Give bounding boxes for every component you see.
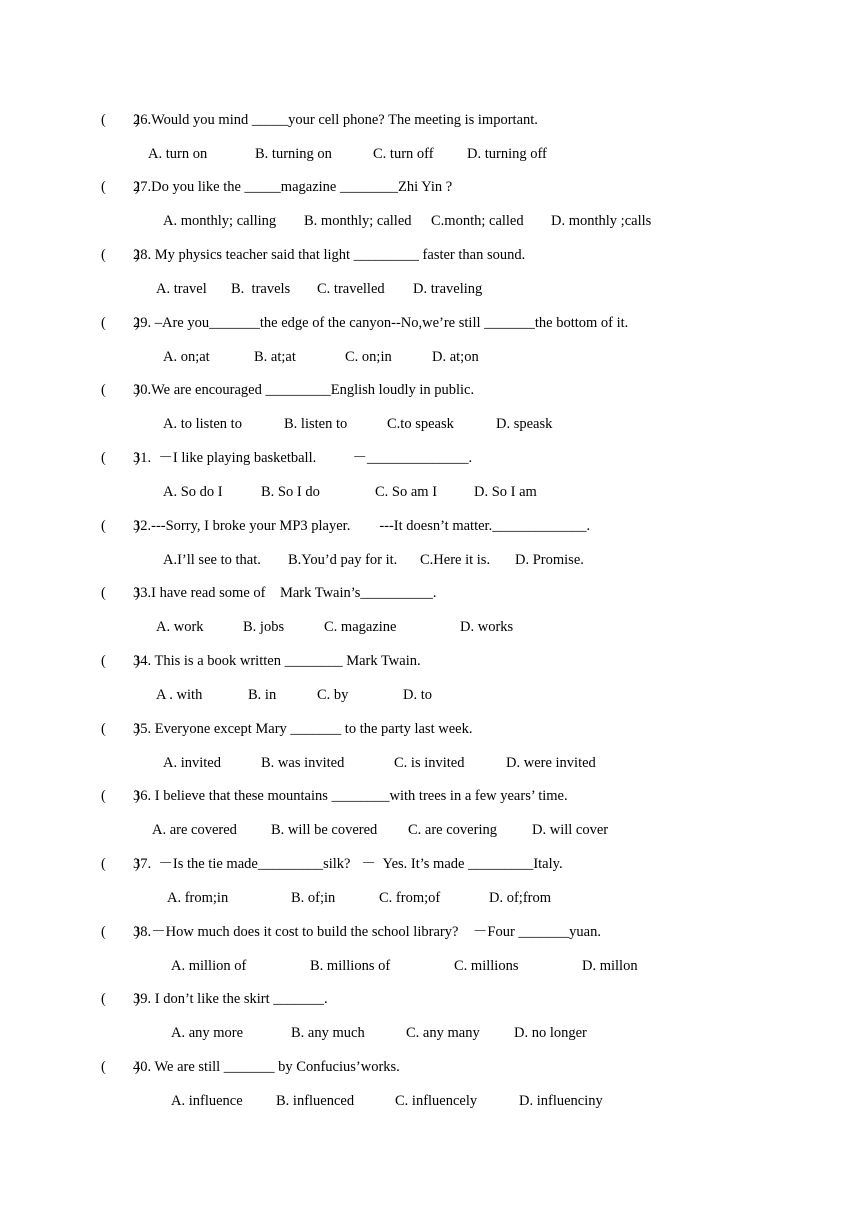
question-stem: 33.I have read some of Mark Twain’s__________. (133, 585, 437, 601)
answer-blank: ( ) (101, 382, 140, 398)
option-b: B. influenced (276, 1093, 355, 1109)
option-b: B. turning on (255, 146, 332, 162)
question-row (0, 651, 860, 671)
options-row (0, 1023, 860, 1043)
options-row (0, 820, 860, 840)
option-a: A. travel (156, 281, 207, 297)
option-c: C. influencely (395, 1093, 478, 1109)
question-stem: 40. We are still _______ by Confucius’works. (133, 1059, 400, 1075)
options-row (0, 414, 860, 434)
option-d: D. of;from (489, 890, 552, 906)
option-b: B. at;at (254, 349, 296, 365)
option-b: B. was invited (261, 755, 345, 771)
question-stem: 26.Would you mind _____your cell phone? The meeting is important. (133, 112, 538, 128)
question-stem: 28. My physics teacher said that light _________ faster than sound. (133, 247, 526, 263)
options-row (0, 753, 860, 773)
option-b: B. will be covered (271, 822, 378, 838)
question-row (0, 380, 860, 400)
option-a: A. influence (171, 1093, 243, 1109)
option-a: A. monthly; calling (163, 213, 277, 229)
option-a: A. turn on (148, 146, 208, 162)
option-a: A . with (156, 687, 203, 703)
question-row (0, 989, 860, 1009)
option-b: B. of;in (291, 890, 336, 906)
option-c: C.to speask (387, 416, 454, 432)
option-b: B. millions of (310, 958, 391, 974)
question-row (0, 786, 860, 806)
options-row (0, 211, 860, 231)
options-row (0, 482, 860, 502)
option-c: C. travelled (317, 281, 385, 297)
answer-blank: ( ) (101, 1059, 140, 1075)
option-c: C. on;in (345, 349, 392, 365)
answer-blank: ( ) (101, 179, 140, 195)
question-stem: 38.－How much does it cost to build the school library? －Four _______yuan. (133, 924, 601, 940)
answer-blank: ( ) (101, 112, 140, 128)
question-stem: 29. –Are you_______the edge of the canyon--No,we’re still _______the bottom of it. (133, 315, 629, 331)
question-stem: 31. －I like playing basketball. －______________. (133, 450, 473, 466)
answer-blank: ( ) (101, 788, 140, 804)
option-d: D. So I am (474, 484, 537, 500)
option-b: B. jobs (243, 619, 285, 635)
options-row (0, 1091, 860, 1111)
answer-blank: ( ) (101, 450, 140, 466)
option-c: C. magazine (324, 619, 397, 635)
option-d: D. will cover (532, 822, 609, 838)
option-c: C. from;of (379, 890, 441, 906)
question-row (0, 922, 860, 942)
option-a: A. So do I (163, 484, 223, 500)
option-a: A. on;at (163, 349, 210, 365)
option-d: D. turning off (467, 146, 547, 162)
question-stem: 32.---Sorry, I broke your MP3 player. ---It doesn’t matter._____________. (133, 518, 591, 534)
option-b: B.You’d pay for it. (288, 552, 398, 568)
options-row (0, 279, 860, 299)
option-d: D. at;on (432, 349, 479, 365)
option-c: C. millions (454, 958, 519, 974)
option-b: B. listen to (284, 416, 348, 432)
option-a: A. to listen to (163, 416, 242, 432)
options-row (0, 888, 860, 908)
option-d: D. monthly ;calls (551, 213, 652, 229)
option-c: C.month; called (431, 213, 524, 229)
question-row (0, 583, 860, 603)
option-d: D. works (460, 619, 514, 635)
question-stem: 30.We are encouraged _________English loudly in public. (133, 382, 475, 398)
option-c: C. is invited (394, 755, 465, 771)
option-a: A. from;in (167, 890, 229, 906)
option-c: C. turn off (373, 146, 434, 162)
option-a: A. are covered (152, 822, 237, 838)
option-b: B. So I do (261, 484, 320, 500)
options-row (0, 144, 860, 164)
question-stem: 35. Everyone except Mary _______ to the party last week. (133, 721, 473, 737)
question-row (0, 110, 860, 130)
answer-blank: ( ) (101, 991, 140, 1007)
question-row (0, 516, 860, 536)
option-b: B. monthly; called (304, 213, 412, 229)
option-d: D. traveling (413, 281, 483, 297)
question-stem: 37. －Is the tie made_________silk? － Yes. It’s made _________Italy. (133, 856, 563, 872)
options-row (0, 550, 860, 570)
option-a: A. work (156, 619, 204, 635)
options-row (0, 685, 860, 705)
option-b: B. any much (291, 1025, 365, 1041)
question-stem: 27.Do you like the _____magazine ________Zhi Yin ? (133, 179, 453, 195)
question-row (0, 245, 860, 265)
option-d: D. Promise. (515, 552, 584, 568)
question-stem: 36. I believe that these mountains ________with trees in a few years’ time. (133, 788, 568, 804)
option-b: B. travels (231, 281, 291, 297)
question-row (0, 177, 860, 197)
question-stem: 39. I don’t like the skirt _______. (133, 991, 328, 1007)
option-c: C.Here it is. (420, 552, 491, 568)
answer-blank: ( ) (101, 518, 140, 534)
question-row (0, 1057, 860, 1077)
question-row (0, 313, 860, 333)
question-row (0, 448, 860, 468)
option-d: D. to (403, 687, 432, 703)
options-row (0, 617, 860, 637)
option-d: D. no longer (514, 1025, 587, 1041)
answer-blank: ( ) (101, 315, 140, 331)
option-d: D. influenciny (519, 1093, 603, 1109)
option-a: A. any more (171, 1025, 244, 1041)
option-b: B. in (248, 687, 277, 703)
answer-blank: ( ) (101, 247, 140, 263)
option-c: C. So am I (375, 484, 438, 500)
option-a: A.I’ll see to that. (163, 552, 261, 568)
option-c: C. are covering (408, 822, 497, 838)
answer-blank: ( ) (101, 924, 140, 940)
option-d: D. were invited (506, 755, 596, 771)
option-d: D. speask (496, 416, 553, 432)
option-c: C. any many (406, 1025, 480, 1041)
option-a: A. invited (163, 755, 221, 771)
option-c: C. by (317, 687, 349, 703)
options-row (0, 956, 860, 976)
option-a: A. million of (171, 958, 247, 974)
answer-blank: ( ) (101, 653, 140, 669)
question-row (0, 854, 860, 874)
answer-blank: ( ) (101, 585, 140, 601)
answer-blank: ( ) (101, 856, 140, 872)
option-d: D. millon (582, 958, 638, 974)
answer-blank: ( ) (101, 721, 140, 737)
question-row (0, 719, 860, 739)
options-row (0, 347, 860, 367)
question-stem: 34. This is a book written ________ Mark Twain. (133, 653, 421, 669)
